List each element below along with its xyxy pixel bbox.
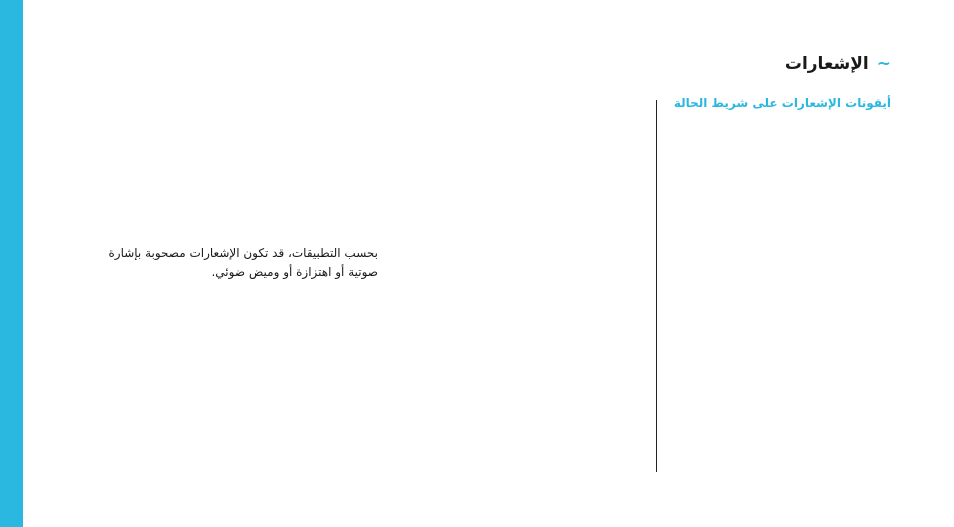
page-header <box>785 54 891 74</box>
side-accent-bar <box>0 0 23 527</box>
section-subtitle: أيقونات الإشعارات على شريط الحالة <box>673 96 891 110</box>
tilde-mark-icon: ~ <box>876 54 891 74</box>
page-title: الإشعارات <box>784 54 869 74</box>
notification-note: بحسب التطبيقات، قد تكون الإشعارات مصحوبة بإشارة صوتية أو اهتزازة أو وميض ضوئي. <box>108 246 378 279</box>
column-divider <box>656 100 657 472</box>
